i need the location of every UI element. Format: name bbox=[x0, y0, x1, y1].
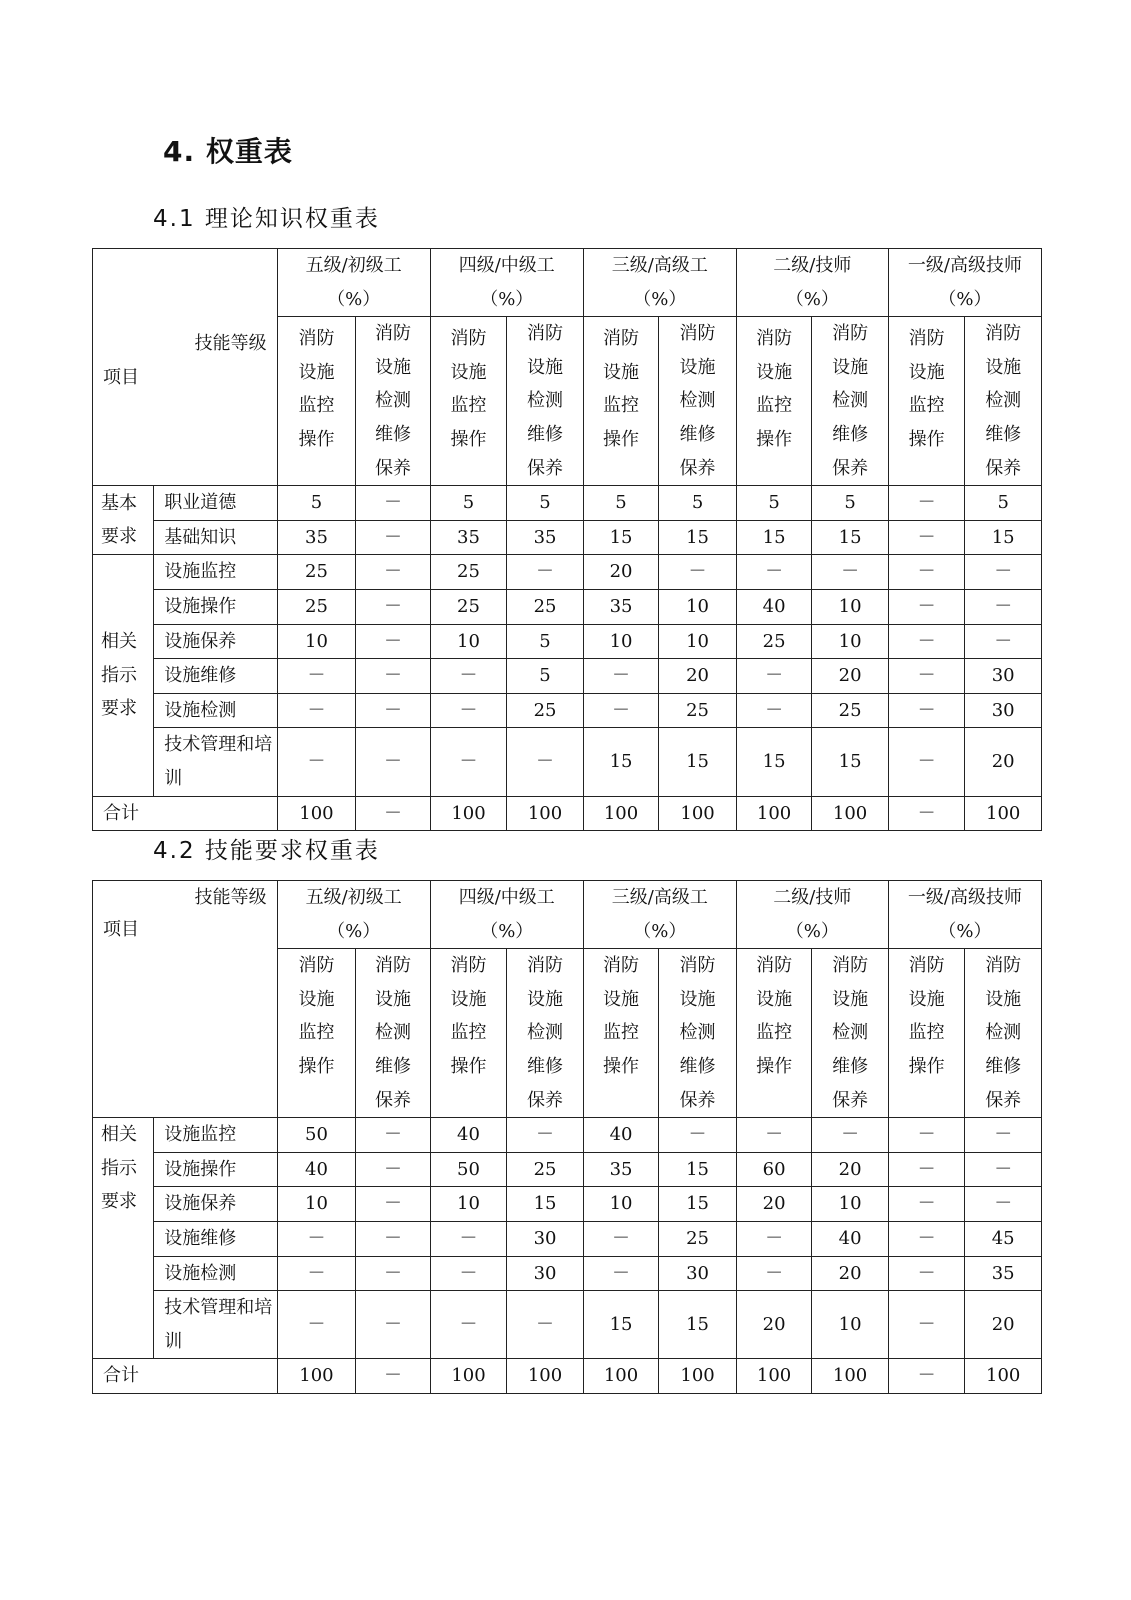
item-label: 项目 bbox=[103, 919, 139, 940]
value-cell: － bbox=[888, 624, 965, 659]
row-label bbox=[154, 589, 277, 624]
subcol-inspect-maintain bbox=[507, 949, 584, 1118]
skills-weight-table bbox=[92, 880, 1042, 1394]
row-group-text: 基本要求 bbox=[101, 492, 137, 548]
value-cell: 5 bbox=[507, 486, 584, 521]
value-cell: 15 bbox=[583, 520, 659, 555]
row-label bbox=[154, 486, 277, 521]
level-unit: （%） bbox=[633, 288, 687, 310]
value-cell: － bbox=[430, 728, 507, 796]
value-cell: 20 bbox=[965, 728, 1042, 796]
level-name: 一级/高级技师 bbox=[907, 887, 1022, 908]
value-cell: 20 bbox=[812, 659, 889, 694]
value-cell: 45 bbox=[965, 1221, 1042, 1256]
table-row bbox=[93, 1256, 1042, 1291]
subcol-inspect-maintain bbox=[965, 317, 1042, 486]
value-cell: 25 bbox=[430, 589, 507, 624]
table-row bbox=[93, 1152, 1042, 1187]
total-value-cell: 100 bbox=[965, 796, 1042, 831]
subcol-monitor-label: 消防设施监控操作 bbox=[756, 955, 793, 1077]
row-group-label bbox=[93, 486, 154, 555]
value-cell: 15 bbox=[659, 520, 737, 555]
value-cell: 5 bbox=[583, 486, 659, 521]
value-cell: － bbox=[277, 693, 356, 728]
subcol-monitor-operation bbox=[430, 317, 507, 486]
value-cell: 35 bbox=[965, 1256, 1042, 1291]
value-cell: 15 bbox=[583, 728, 659, 796]
value-cell: 25 bbox=[659, 1221, 737, 1256]
value-cell: 20 bbox=[583, 555, 659, 590]
total-value-cell: 100 bbox=[812, 796, 889, 831]
header-corner bbox=[93, 881, 278, 1118]
value-cell: － bbox=[356, 693, 431, 728]
total-label: 合计 bbox=[93, 1359, 278, 1394]
value-cell: － bbox=[736, 693, 812, 728]
table-row bbox=[93, 1291, 1042, 1359]
subcol-monitor-label: 消防设施监控操作 bbox=[908, 955, 945, 1077]
total-value-cell: 100 bbox=[736, 1359, 812, 1394]
value-cell: 20 bbox=[965, 1291, 1042, 1359]
value-cell: － bbox=[888, 1291, 965, 1359]
subcol-monitor-operation bbox=[583, 949, 659, 1118]
value-cell: 30 bbox=[965, 659, 1042, 694]
level-header bbox=[583, 249, 736, 317]
value-cell: － bbox=[888, 555, 965, 590]
value-cell: － bbox=[736, 659, 812, 694]
row-label-text: 设施检测 bbox=[164, 699, 237, 721]
value-cell: － bbox=[888, 1221, 965, 1256]
value-cell: － bbox=[736, 1221, 812, 1256]
value-cell: 15 bbox=[736, 520, 812, 555]
row-label-text: 技术管理和培训 bbox=[164, 734, 273, 789]
value-cell: 40 bbox=[430, 1118, 507, 1153]
row-label-text: 设施操作 bbox=[164, 595, 237, 617]
level-header bbox=[583, 881, 736, 949]
value-cell: － bbox=[430, 1256, 507, 1291]
total-value-cell: 100 bbox=[277, 1359, 356, 1394]
value-cell: 10 bbox=[812, 1291, 889, 1359]
value-cell: － bbox=[356, 555, 431, 590]
value-cell: － bbox=[736, 555, 812, 590]
value-cell: － bbox=[356, 728, 431, 796]
level-unit: （%） bbox=[327, 920, 381, 942]
value-cell: － bbox=[356, 1187, 431, 1222]
value-cell: － bbox=[356, 1291, 431, 1359]
value-cell: 30 bbox=[965, 693, 1042, 728]
total-value-cell: － bbox=[356, 1359, 431, 1394]
total-row bbox=[93, 1359, 1042, 1394]
value-cell: 5 bbox=[430, 486, 507, 521]
level-name: 三级/高级工 bbox=[611, 255, 708, 276]
level-unit: （%） bbox=[938, 920, 992, 942]
level-header bbox=[888, 881, 1041, 949]
value-cell: 30 bbox=[507, 1221, 584, 1256]
value-cell: 35 bbox=[507, 520, 584, 555]
level-header bbox=[277, 249, 430, 317]
level-header bbox=[736, 249, 888, 317]
value-cell: 15 bbox=[812, 728, 889, 796]
total-value-cell: 100 bbox=[507, 1359, 584, 1394]
value-cell: 15 bbox=[659, 1152, 737, 1187]
value-cell: － bbox=[888, 659, 965, 694]
total-value-cell: － bbox=[888, 1359, 965, 1394]
total-row bbox=[93, 796, 1042, 831]
value-cell: － bbox=[430, 1291, 507, 1359]
row-label bbox=[154, 1152, 277, 1187]
value-cell: 15 bbox=[659, 728, 737, 796]
value-cell: 20 bbox=[812, 1152, 889, 1187]
level-header bbox=[430, 881, 583, 949]
theory-table-heading: 4.1 理论知识权重表 bbox=[153, 206, 380, 232]
value-cell: 35 bbox=[583, 1152, 659, 1187]
value-cell: － bbox=[356, 659, 431, 694]
item-label: 项目 bbox=[103, 367, 139, 388]
value-cell: 5 bbox=[507, 624, 584, 659]
subcol-monitor-operation bbox=[430, 949, 507, 1118]
value-cell: 30 bbox=[659, 1256, 737, 1291]
value-cell: 15 bbox=[659, 1187, 737, 1222]
value-cell: 30 bbox=[507, 1256, 584, 1291]
table-row bbox=[93, 624, 1042, 659]
table-row bbox=[93, 520, 1042, 555]
row-label-text: 设施操作 bbox=[164, 1158, 237, 1180]
subcol-maintain-label: 消防设施检测维修保养 bbox=[832, 323, 869, 479]
row-label bbox=[154, 1221, 277, 1256]
row-label bbox=[154, 659, 277, 694]
subcol-monitor-operation bbox=[736, 317, 812, 486]
level-unit: （%） bbox=[480, 920, 534, 942]
value-cell: － bbox=[888, 520, 965, 555]
value-cell: 35 bbox=[430, 520, 507, 555]
value-cell: － bbox=[965, 1118, 1042, 1153]
value-cell: 35 bbox=[277, 520, 356, 555]
subcol-maintain-label: 消防设施检测维修保养 bbox=[527, 323, 564, 479]
value-cell: － bbox=[812, 1118, 889, 1153]
table-row bbox=[93, 693, 1042, 728]
value-cell: － bbox=[507, 1291, 584, 1359]
value-cell: 25 bbox=[277, 555, 356, 590]
total-value-cell: 100 bbox=[583, 1359, 659, 1394]
level-unit: （%） bbox=[327, 288, 381, 310]
table-row bbox=[93, 486, 1042, 521]
value-cell: 40 bbox=[583, 1118, 659, 1153]
level-name: 五级/初级工 bbox=[305, 255, 402, 276]
subcol-maintain-label: 消防设施检测维修保养 bbox=[985, 323, 1022, 479]
value-cell: 40 bbox=[736, 589, 812, 624]
subcol-maintain-label: 消防设施检测维修保养 bbox=[527, 955, 564, 1111]
value-cell: 5 bbox=[277, 486, 356, 521]
subcol-monitor-label: 消防设施监控操作 bbox=[908, 327, 945, 450]
value-cell: － bbox=[507, 1118, 584, 1153]
value-cell: 25 bbox=[430, 555, 507, 590]
skill-level-label: 技能等级 bbox=[194, 887, 267, 908]
value-cell: 20 bbox=[659, 659, 737, 694]
value-cell: － bbox=[659, 555, 737, 590]
row-label-text: 设施检测 bbox=[164, 1262, 237, 1284]
level-name: 三级/高级工 bbox=[611, 887, 708, 908]
row-label-text: 设施保养 bbox=[164, 630, 237, 652]
subcol-inspect-maintain bbox=[812, 317, 889, 486]
row-label bbox=[154, 555, 277, 590]
row-label-text: 设施维修 bbox=[164, 1227, 237, 1249]
subcol-monitor-label: 消防设施监控操作 bbox=[603, 955, 640, 1077]
value-cell: － bbox=[888, 1152, 965, 1187]
table-row bbox=[93, 1221, 1042, 1256]
value-cell: 25 bbox=[507, 1152, 584, 1187]
subcol-monitor-operation bbox=[888, 317, 965, 486]
value-cell: － bbox=[965, 624, 1042, 659]
level-header bbox=[888, 249, 1041, 317]
subcol-maintain-label: 消防设施检测维修保养 bbox=[832, 955, 869, 1111]
value-cell: 10 bbox=[430, 624, 507, 659]
value-cell: － bbox=[888, 1187, 965, 1222]
value-cell: － bbox=[736, 1118, 812, 1153]
level-name: 五级/初级工 bbox=[305, 887, 402, 908]
value-cell: 10 bbox=[277, 624, 356, 659]
level-unit: （%） bbox=[785, 920, 839, 942]
value-cell: － bbox=[507, 728, 584, 796]
value-cell: 15 bbox=[659, 1291, 737, 1359]
total-value-cell: 100 bbox=[430, 1359, 507, 1394]
value-cell: － bbox=[277, 1256, 356, 1291]
row-label bbox=[154, 1256, 277, 1291]
subcol-monitor-operation bbox=[736, 949, 812, 1118]
row-label-text: 设施监控 bbox=[164, 1124, 237, 1146]
subcol-maintain-label: 消防设施检测维修保养 bbox=[679, 955, 716, 1111]
value-cell: 25 bbox=[659, 693, 737, 728]
value-cell: － bbox=[583, 693, 659, 728]
total-value-cell: 100 bbox=[965, 1359, 1042, 1394]
value-cell: 5 bbox=[965, 486, 1042, 521]
row-label bbox=[154, 693, 277, 728]
subcol-monitor-label: 消防设施监控操作 bbox=[450, 955, 487, 1077]
value-cell: － bbox=[356, 624, 431, 659]
value-cell: － bbox=[277, 659, 356, 694]
subcol-monitor-operation bbox=[277, 949, 356, 1118]
value-cell: － bbox=[430, 1221, 507, 1256]
subcol-inspect-maintain bbox=[507, 317, 584, 486]
value-cell: 40 bbox=[277, 1152, 356, 1187]
level-header bbox=[430, 249, 583, 317]
value-cell: 10 bbox=[583, 1187, 659, 1222]
total-value-cell: 100 bbox=[507, 796, 584, 831]
total-value-cell: 100 bbox=[812, 1359, 889, 1394]
total-value-cell: 100 bbox=[736, 796, 812, 831]
value-cell: 50 bbox=[277, 1118, 356, 1153]
row-label-text: 设施保养 bbox=[164, 1193, 237, 1215]
value-cell: － bbox=[430, 693, 507, 728]
value-cell: － bbox=[356, 520, 431, 555]
total-value-cell: 100 bbox=[430, 796, 507, 831]
level-name: 一级/高级技师 bbox=[907, 255, 1022, 276]
level-unit: （%） bbox=[938, 288, 992, 310]
table-row bbox=[93, 659, 1042, 694]
table-row bbox=[93, 1118, 1042, 1153]
value-cell: 10 bbox=[659, 624, 737, 659]
value-cell: 50 bbox=[430, 1152, 507, 1187]
subcol-maintain-label: 消防设施检测维修保养 bbox=[679, 323, 716, 479]
header-row-levels bbox=[93, 881, 1042, 949]
row-label-text: 基础知识 bbox=[164, 526, 237, 548]
value-cell: 15 bbox=[507, 1187, 584, 1222]
header-corner bbox=[93, 249, 278, 486]
value-cell: 40 bbox=[812, 1221, 889, 1256]
value-cell: 15 bbox=[965, 520, 1042, 555]
subcol-monitor-operation bbox=[888, 949, 965, 1118]
value-cell: － bbox=[356, 1152, 431, 1187]
value-cell: － bbox=[659, 1118, 737, 1153]
value-cell: － bbox=[736, 1256, 812, 1291]
level-name: 二级/技师 bbox=[773, 255, 852, 276]
value-cell: 10 bbox=[583, 624, 659, 659]
subcol-monitor-label: 消防设施监控操作 bbox=[603, 327, 640, 450]
value-cell: － bbox=[583, 1256, 659, 1291]
subcol-inspect-maintain bbox=[356, 949, 431, 1118]
level-unit: （%） bbox=[633, 920, 687, 942]
value-cell: － bbox=[430, 659, 507, 694]
value-cell: 10 bbox=[277, 1187, 356, 1222]
value-cell: 25 bbox=[507, 693, 584, 728]
value-cell: － bbox=[277, 1291, 356, 1359]
value-cell: 60 bbox=[736, 1152, 812, 1187]
total-value-cell: － bbox=[888, 796, 965, 831]
value-cell: － bbox=[356, 1256, 431, 1291]
value-cell: － bbox=[277, 1221, 356, 1256]
value-cell: － bbox=[888, 486, 965, 521]
page-title: 4. 权重表 bbox=[163, 135, 293, 168]
row-group-text: 相关指示要求 bbox=[101, 631, 137, 720]
row-label-text: 职业道德 bbox=[164, 492, 237, 514]
subcol-inspect-maintain bbox=[659, 317, 737, 486]
value-cell: － bbox=[888, 589, 965, 624]
value-cell: 20 bbox=[812, 1256, 889, 1291]
value-cell: 20 bbox=[736, 1187, 812, 1222]
row-label-text: 设施维修 bbox=[164, 665, 237, 687]
total-value-cell: 100 bbox=[659, 1359, 737, 1394]
row-group-label bbox=[93, 555, 154, 796]
row-label bbox=[154, 1187, 277, 1222]
value-cell: － bbox=[965, 1152, 1042, 1187]
subcol-maintain-label: 消防设施检测维修保养 bbox=[985, 955, 1022, 1111]
subcol-inspect-maintain bbox=[965, 949, 1042, 1118]
value-cell: 25 bbox=[812, 693, 889, 728]
value-cell: 25 bbox=[736, 624, 812, 659]
value-cell: － bbox=[965, 555, 1042, 590]
value-cell: 10 bbox=[430, 1187, 507, 1222]
subcol-monitor-label: 消防设施监控操作 bbox=[298, 955, 335, 1077]
subcol-monitor-operation bbox=[277, 317, 356, 486]
value-cell: － bbox=[583, 659, 659, 694]
value-cell: 15 bbox=[736, 728, 812, 796]
value-cell: 10 bbox=[812, 1187, 889, 1222]
value-cell: － bbox=[888, 728, 965, 796]
value-cell: 15 bbox=[812, 520, 889, 555]
subcol-maintain-label: 消防设施检测维修保养 bbox=[374, 323, 411, 479]
total-value-cell: 100 bbox=[583, 796, 659, 831]
subcol-maintain-label: 消防设施检测维修保养 bbox=[374, 955, 411, 1111]
subcol-inspect-maintain bbox=[812, 949, 889, 1118]
row-label bbox=[154, 728, 277, 796]
value-cell: 5 bbox=[812, 486, 889, 521]
value-cell: － bbox=[356, 589, 431, 624]
row-label bbox=[154, 1118, 277, 1153]
row-group-label bbox=[93, 1118, 154, 1359]
subcol-inspect-maintain bbox=[659, 949, 737, 1118]
value-cell: － bbox=[888, 693, 965, 728]
row-label bbox=[154, 1291, 277, 1359]
value-cell: 10 bbox=[659, 589, 737, 624]
value-cell: 5 bbox=[507, 659, 584, 694]
value-cell: 5 bbox=[659, 486, 737, 521]
value-cell: － bbox=[507, 555, 584, 590]
value-cell: － bbox=[356, 1221, 431, 1256]
skill-level-label: 技能等级 bbox=[194, 333, 267, 354]
value-cell: 15 bbox=[583, 1291, 659, 1359]
value-cell: － bbox=[583, 1221, 659, 1256]
level-name: 二级/技师 bbox=[773, 887, 852, 908]
row-label bbox=[154, 624, 277, 659]
value-cell: － bbox=[888, 1256, 965, 1291]
value-cell: － bbox=[965, 589, 1042, 624]
subcol-monitor-label: 消防设施监控操作 bbox=[298, 327, 335, 450]
value-cell: － bbox=[965, 1187, 1042, 1222]
value-cell: － bbox=[356, 1118, 431, 1153]
skills-table-heading: 4.2 技能要求权重表 bbox=[153, 838, 380, 864]
total-value-cell: 100 bbox=[659, 796, 737, 831]
row-label-text: 设施监控 bbox=[164, 561, 237, 583]
level-header bbox=[736, 881, 888, 949]
header-row-levels bbox=[93, 249, 1042, 317]
value-cell: － bbox=[812, 555, 889, 590]
value-cell: 35 bbox=[583, 589, 659, 624]
level-header bbox=[277, 881, 430, 949]
subcol-monitor-operation bbox=[583, 317, 659, 486]
value-cell: － bbox=[356, 486, 431, 521]
level-unit: （%） bbox=[480, 288, 534, 310]
value-cell: 5 bbox=[736, 486, 812, 521]
table-row bbox=[93, 728, 1042, 796]
subcol-inspect-maintain bbox=[356, 317, 431, 486]
level-unit: （%） bbox=[785, 288, 839, 310]
row-label bbox=[154, 520, 277, 555]
row-label-text: 技术管理和培训 bbox=[164, 1297, 273, 1352]
subcol-monitor-label: 消防设施监控操作 bbox=[450, 327, 487, 450]
table-row bbox=[93, 1187, 1042, 1222]
table-row bbox=[93, 555, 1042, 590]
value-cell: 10 bbox=[812, 624, 889, 659]
level-name: 四级/中级工 bbox=[458, 887, 555, 908]
value-cell: 20 bbox=[736, 1291, 812, 1359]
value-cell: － bbox=[888, 1118, 965, 1153]
total-value-cell: 100 bbox=[277, 796, 356, 831]
value-cell: － bbox=[277, 728, 356, 796]
row-group-text: 相关指示要求 bbox=[101, 1124, 137, 1213]
subcol-monitor-label: 消防设施监控操作 bbox=[756, 327, 793, 450]
value-cell: 25 bbox=[507, 589, 584, 624]
value-cell: 25 bbox=[277, 589, 356, 624]
total-value-cell: － bbox=[356, 796, 431, 831]
table-row bbox=[93, 589, 1042, 624]
value-cell: 10 bbox=[812, 589, 889, 624]
level-name: 四级/中级工 bbox=[458, 255, 555, 276]
total-label: 合计 bbox=[93, 796, 278, 831]
theory-weight-table bbox=[92, 248, 1042, 831]
